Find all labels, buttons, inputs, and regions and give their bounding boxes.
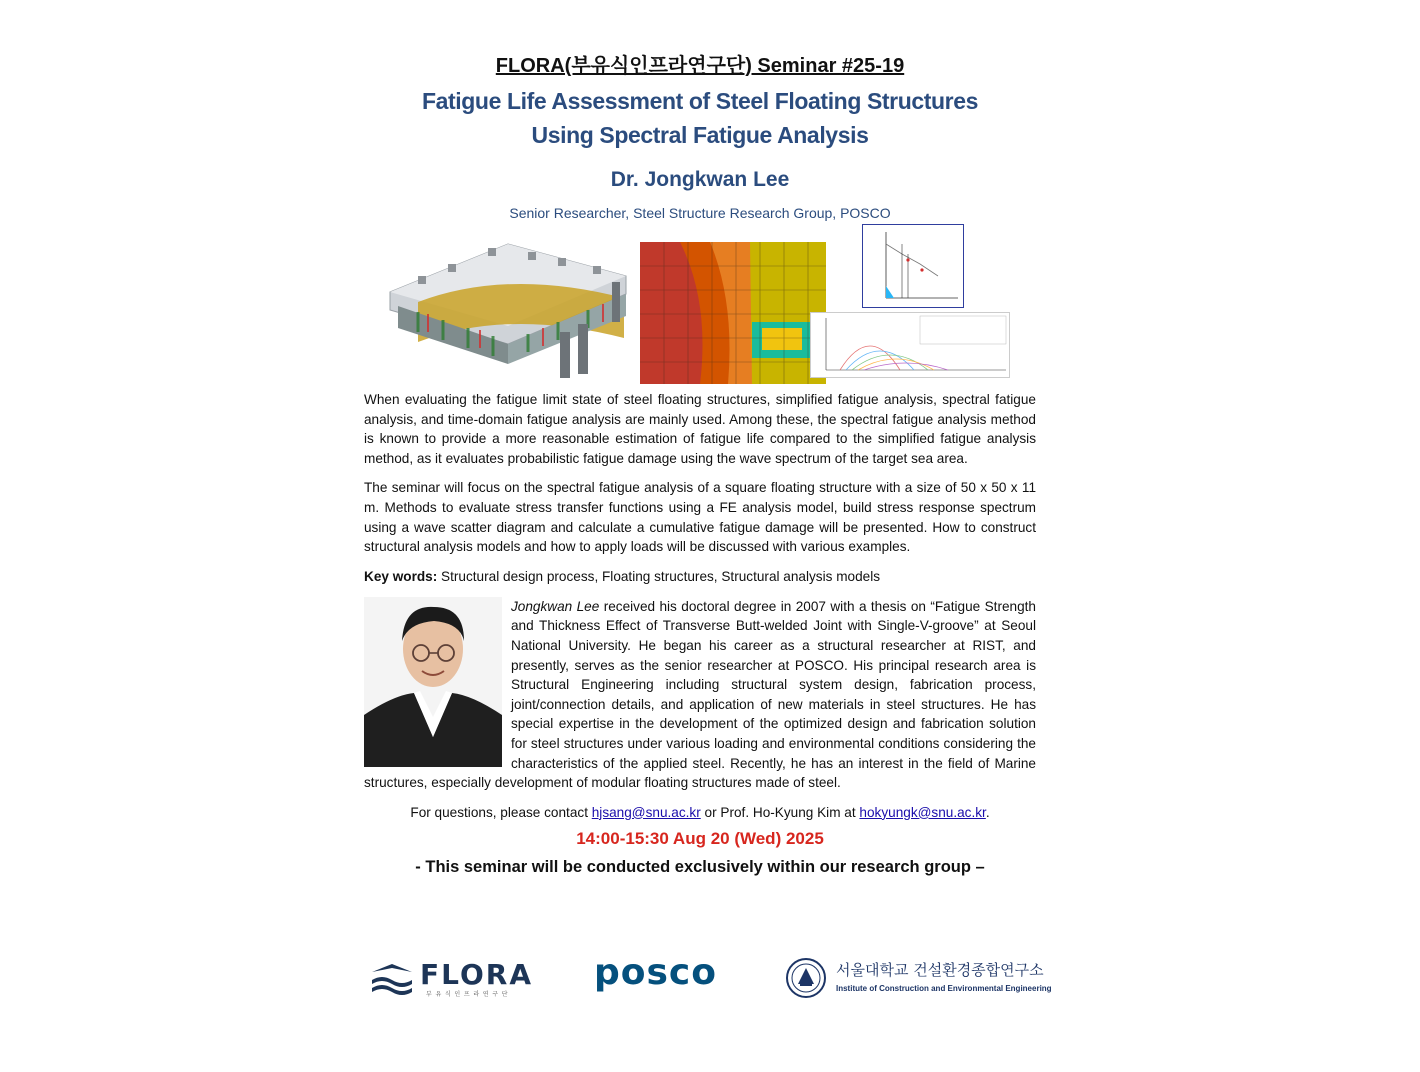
contact-email-link-2[interactable]: hokyungk@snu.ac.kr (859, 804, 986, 820)
snu-institute-name-en: Institute of Construction and Environmental Engineering (836, 984, 1052, 993)
contact-suffix: . (985, 804, 990, 820)
abstract-paragraph-2: The seminar will focus on the spectral fatigue analysis of a square floating structure with a size of 50 x 50 x 11 m. Methods to evaluate stress transfer functions using a FE analysis model, build stress response spectrum using a wave scatter diagram and calculate a cumulative fatigue damage will be presented. How to construct structural analysis models and how to apply loads will be discussed with various examples. (364, 480, 1036, 555)
seminar-datetime: 14:00-15:30 Aug 20 (Wed) 2025 (576, 828, 824, 848)
flora-logo-text: FLORA (420, 958, 534, 991)
floating-structure-model-image (388, 232, 628, 380)
posco-logo: posco (594, 952, 718, 993)
sn-curve-plot-image (862, 224, 964, 308)
snu-institute-logo (786, 958, 1052, 1002)
talk-title-line2: Using Spectral Fatigue Analysis (531, 122, 869, 148)
logo-strip (364, 952, 1052, 1002)
speaker-name: Dr. Jongkwan Lee (610, 168, 790, 191)
flora-wave-icon (370, 962, 414, 996)
bio-name: Jongkwan Lee (511, 598, 600, 614)
snu-institute-name-kr: 서울대학교 건설환경종합연구소 (836, 961, 1044, 979)
speaker-bio (364, 597, 1036, 793)
abstract-paragraph-1: When evaluating the fatigue limit state of steel floating structures, simplified fatigue analysis, spectral fatigue analysis, and time-domain fatigue analysis are mainly used. Among these, the spectral fatigue analysis method is known to provide a more reasonable estimation of fatigue life compared to the simplified fatigue analysis method, as it evaluates probabilistic fatigue damage using the wave spectrum of the target sea area. (364, 392, 1036, 466)
keywords-label: Key words: (364, 568, 438, 584)
speaker-photo (364, 597, 502, 767)
snu-emblem-icon (786, 958, 826, 998)
speaker-affiliation: Senior Researcher, Steel Structure Research Group, POSCO (509, 205, 891, 221)
seminar-flyer (364, 52, 1036, 879)
keywords (364, 567, 1036, 587)
contact-email-link-1[interactable]: hjsang@snu.ac.kr (591, 804, 701, 820)
response-spectrum-plot-image (810, 312, 1010, 378)
figure-strip (364, 230, 1036, 390)
seminar-series-title: FLORA(부유식인프라연구단) Seminar #25-19 (495, 55, 905, 77)
keywords-list: Structural design process, Floating structures, Structural analysis models (437, 568, 881, 584)
seminar-notice: - This seminar will be conducted exclusively within our research group – (415, 857, 985, 876)
talk-title (364, 84, 1036, 152)
contact-middle: or Prof. Ho-Kyung Kim at (700, 804, 860, 820)
fe-stress-contour-image (640, 242, 826, 384)
contact-prefix: For questions, please contact (410, 804, 592, 820)
contact-line (364, 803, 1036, 823)
flora-logo (370, 958, 534, 1000)
flora-logo-subtext: 부 유 식 인 프 라 연 구 단 (426, 992, 509, 998)
bio-text: received his doctoral degree in 2007 with a thesis on “Fatigue Strength and Thickness Effect of Transverse Butt-welded Joint with Single-V-groove” at Seoul National University. He began his career as a structural researcher at RIST, and presently, serves as the senior researcher at POSCO. His principal research area is Structural Engineering including structural system design, fabrication process, joint/connection details, and application of new materials in steel structures. He has special expertise in the development of the optimized design and fabrication solution for steel structures under various loading and environmental conditions considering the characteristics of the applied steel. Recently, he has an interest in the field of Marine structures, especially development of modular floating structures made of steel. (364, 598, 1036, 791)
talk-title-line1: Fatigue Life Assessment of Steel Floating Structures (421, 88, 979, 114)
